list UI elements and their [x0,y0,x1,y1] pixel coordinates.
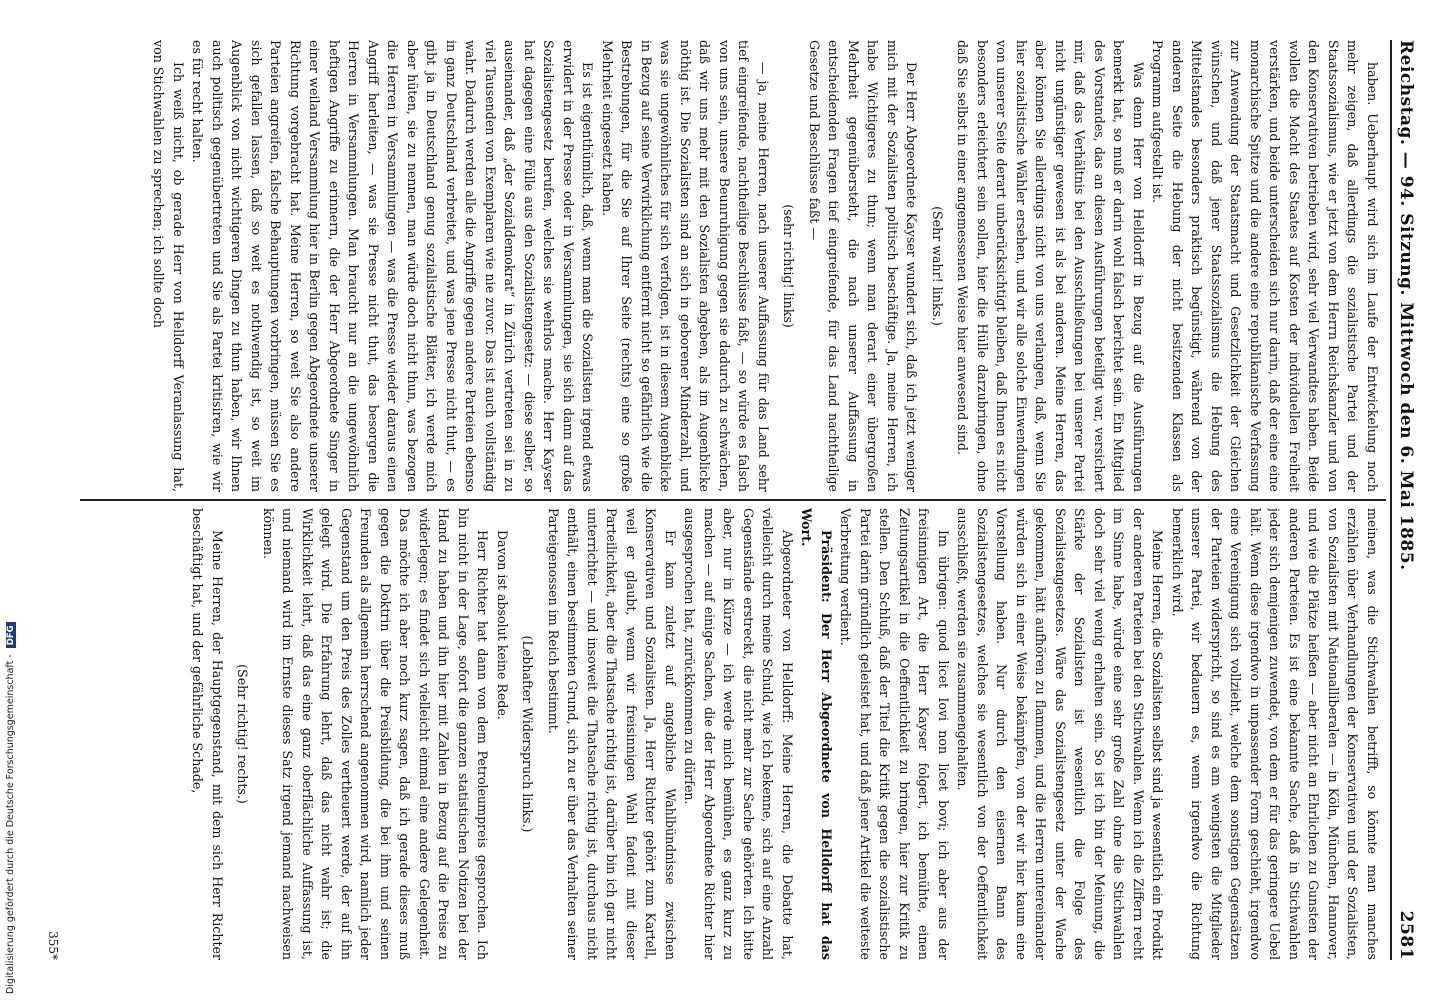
paragraph: haben. Ueberhaupt wird sich im Laufe der Entwickelung noch mehr zeigen, daß allerdings die sozialistische Partei und der Staatssozialismus, wie er jetzt von dem Herrn Reichskanzler und von den Konservativen betrieben wird, sehr viel Verwandtes haben. Beide wollen die Macht des Staates auf Kosten der individuellen Freiheit verstärken, und beide unterscheiden sich nur darin, daß der eine eine monarchische Spitze und die andere eine republikanische Verfassung zur Anwendung der Staatsmacht und Gesetzlichkeit der Gleichen wünschen, und daß jener Staatssozialismus die Hebung des Mittelstandes besonders praktisch begünstigt, während von der anderen Seite die Hebung der nicht besitzenden Klassen als Programm aufgestellt ist. [1150,40,1380,492]
header-title: Reichstag. — 94. Sitzung. Mittwoch den 6. Mai 1885. [1396,40,1416,571]
reaction-note: (Sehr richtig! rechts.) [235,664,251,804]
dfg-logo: DFG [6,622,16,648]
speaker-paragraph: Abgeordneter von Helldorff: Meine Herren, die Debatte hat, vielleicht durch meine Schuld, wie ich bekenne, sich auf eine Anzahl Gegenstände erstreckt, die nicht mehr zur Sache gehörten. Ich bitte aber, nur in Kürze — ich werde mich bemühen, es ganz kurz zu machen — auf einige Sachen, die der Herr Abgeordnete Richter hier ausgesprochen hat, zurückkommen zu dürfen. [682,508,795,960]
paragraph: Im übrigen: quod licet Iovi non licet bovi; ich aber aus der freisinnigen Art, die Herr Kayser folgert, ich bemühte, einen Zeitungsartikel in die Oeffentlichkeit zu bringen, hier zur Kritik zu stellen. Den Schluß, daß der Titel die Kritik gegen die sozialistische Partei darin gründlich geleistet hat, und daß jener Artikel die weiteste Verbreitung verdient. [838,508,951,960]
speaker-paragraph: Präsident: Der Herr Abgeordnete von Helldorff hat das Wort. [799,508,834,960]
reaction-note: (sehr richtig! links) [781,204,797,328]
running-header [1394,40,1416,960]
paragraph: Herr Richter hat dann von dem Petroleumpreis gesprochen. Ich bin nicht in der Lage, sofort die ganzen statistischen Notizen bei der Hand zu haben und ihn hier mit Zahlen in Bezug auf die Preise zu widerlegen; es findet sich vielleicht einmal eine andere Gelegenheit. Das möchte ich aber noch kurz sagen, daß ich gerade dieses muß gegen die Doktrin über die Preisbildung, die bei ihm und seinen Freunden als allgemein herrschend angenommen wird, namlich jeder Gegenstand um den Preis des Zolles vertheuert werde, der auf ihn gelegt wird. Die Erfahrung lehrt, daß das nicht wahr ist; die Wirklichkeit lehrt, daß das eine ganz oberflächliche Auffassung ist, und niemand wird im Ernste dieses Satz irgend jemand nachweisen können. [261,508,491,960]
text-column-left [70,40,1382,492]
paragraph: meinen, was die Stichwahlen betrifft, so könnte man manches erzählen über Verhandlungen der Konservativen und der Sozialisten, von Sozialisten mit Nationalliberalen — in Köln, München, Hannover, und wie die Plätze heißen — aber nicht an Ehrlichen zu Gunsten der anderen Parteien. Es ist eine bekannte Sache, daß in Stichwahlen jeder sich demjenigen zuwendet, von dem er für das geringere Uebel hält. Wenn diese irgendwo in unpassender Form geschieht, irgendwo eine Vereinigung sich vollzieht, welche dem sonstigen Gegensätzen der Parteien widerspricht, so sind es am wenigsten die Mitglieder unserer Partei, wir bedauern es, wenn irgendwo die Richtung bemerklich wird. [1170,508,1380,960]
paragraph: Was denn Herr von Helldorff in Bezug auf die Ausführungen bemerkt hat, so muß er darin wohl falsch berichtet sein. Ein Mitglied des Vorstandes, das an diesen Ausführungen beteiligt war, versichert mir, daß das Verhältnis bei den Ausschließungen bei unserer Partei nicht ungünstiger gewesen ist als bei anderen. Meine Herren, das aber können Sie allerdings nicht von uns verlangen, daß, wenn Sie hier sozialistische Wähler ersehen, und wir alle solche Einwendungen von unserer Seite derart unberücksichtigt bleiben, daß Ihnen es nicht besonders erleichtert sein sollen, hier die Hülle darzubringen, ohne daß Sie selbst in einer angemessenen Weise hier anwesend sind. [955,40,1146,492]
scanned-page [40,0,1432,1000]
signature-mark: 355* [46,931,60,960]
column-divider [80,499,1386,501]
paragraph: Es ist eigenthümlich, daß, wenn man die Sozialisten irgend etwas erwidert in der Presse oder in Versammlungen, sie sich dann auf das Sozialistengesetz berufen, welches sie wehrlos mache. Herr Kayser hat dagegen eine Fülle aus den Sozialistengesetz: — diese selber, so auseinander, daß „der Sozialdemokrat“ in Zürich vertreten sei in zu viel Tausenden von Exemplaren wie nie zuvor. Das ist auch vollständig wahr. Dadurch werden alle die Angriffe gegen andere Parteien ebenso in ganz Deutschland verbreitet, und was jene Presse nicht thut, — es gibt ja in Deutschland genug sozialistische Blätter, ich werde mich aber hüten, sie zu nennen, man würde doch nicht thun, was bezogen die Herren in Versammlungen — was die Presse wieder daraus einen Angriff herleiten, — was sie Presse nicht thut, das besorgen die Herren in Versammlungen. Man braucht nur an die ungewöhnlich heftigen Angriffe zu erinnern, die der Herr Abgeordnete Singer in einer weiland Versammlung hier in Berlin gegen Abgeordnete unserer Richtung vorgebracht hat. Meine Herren, so weit Sie also andere Parteien angreifen, falsche Behauptungen vorbringen, müssen Sie es sich gefallen lassen, daß so weit es nothwendig ist, so weit im Augenblick von nicht wichtigeren Dingen zu thun haben, wir Ihnen auch politisch gegenübertreten und Sie als Partei kritisiren, wie wir es für recht halten. [190,40,596,492]
paragraph: Der Herr Abgeordnete Kayser wundert sich, daß ich jetzt weniger mich mit der Sozialisten politisch beschäftige. Ja, meine Herren, ich habe Wichtigeres zu thun; wenn man derart einer übergroßen Mehrheit gegenübersteht, die nach unserer Auffassung in entscheidenden Fragen tief eingreifende, für das Land nachtheilige Gesetze und Beschlüsse faßt — [807,40,920,492]
reaction-note: (Sehr wahr! links.) [930,206,945,326]
page-number: 2581 [1396,910,1416,960]
digitization-credit [5,622,16,994]
reaction-note: (Lebhafter Widerspruch links.) [520,635,536,833]
paragraph: — ja, meine Herren, nach unserer Auffassung für das Land sehr tief eingreifende, nachtheilige Beschlüsse faßt, — so würde es falsch von uns sein, unsere Beunruhigung gegen sie dadurch zu schwächen, daß wir uns mehr mit den Sozialisten abgeben, als im Augenblicke nöthig ist. Die Sozialisten sind an sich in geborener Minderzahl, und was sie ungewöhnliches für sich verfolgen, ist in diesem Augenblicke in Bezug auf seine Verwirklichung entfernt nicht so gefährlich wie die Bestrebungen, für die Sie auf Ihrer Seite (rechts) eine so große Mehrheit eingesetzt haben. [600,40,771,492]
paragraph: Meine Herren, die Sozialisten selbst sind ja wesentlich ein Produkt der anderen Parteien bei den Stichwahlen. Wenn ich die Ziffern recht im Sinne habe, würde eine sehr große Zahl ohne die Stichwahlen doch sehr viel wenig erhalten sein. So ist ich bin der Meinung, die Stärke der Sozialisten ist wesentlich die Folge des Sozialistengesetzes. Wäre das Sozialistengesetz unter der Wache gekommen, hätt aufhören zu flammen, und die Herren untereinander würden sich in einer Weise bekämpfen, von der wir hier kaum eine Vorstellung haben. Nur durch den eisernen Bann des Sozialistengesetzes, welches sie wesentlich von der Oeffentlichkeit ausschließt, werden sie zusammengehalten. [955,508,1166,960]
credit-text: Digitalisierung gefördert durch die Deutsche Forschungsgemeinschaft - [5,654,16,994]
paragraph: Ich weiß nicht, ob gerade Herr von Helldorff Veranlassung hat, von Stichwahlen zu sprechen; ich sollte doch [151,40,186,492]
paragraph: Er kam zuletzt auf angebliche Wahlbündnisse zwischen Konservativen und Sozialisten. Ja, Herr Richter gehört zum Kartell, weil er glaubt, wenn wir freisinnigen Wahl fadent mit dieser Parteilichkeit, aber die Thatsache richtig ist, darüber bin ich gar nicht unterrichtet — und insoweit die Thatsache richtig ist, durchaus nicht enthält, einen bestimmten Grund, sich zu er über das Verhalten seiner Parteigenossen im Reich bestimmt. [546,508,678,960]
paragraph: Meine Herren, der Hauptgegenstand, mit dem sich Herr Richter beschäftigt hat, und der gefährliche Schade, [190,508,225,960]
paragraph: Davon ist absolut keine Rede. [495,530,510,720]
header-rule [1390,40,1392,960]
text-column-right [70,508,1382,960]
